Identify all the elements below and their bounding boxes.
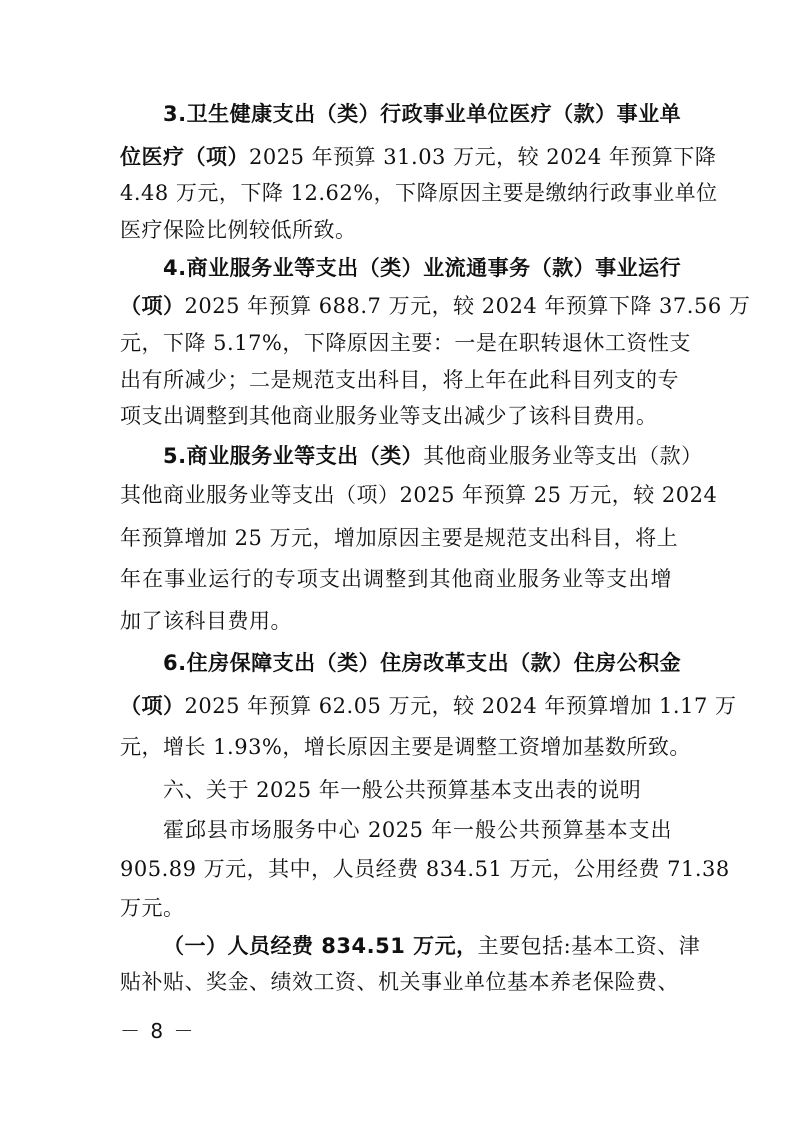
text-line-19: 霍邱县市场服务中心 2025 年一般公共预算基本支出 [163, 818, 672, 842]
text-line-14: 加了该科目费用。 [120, 609, 292, 633]
text-line-2: 位医疗（项）2025 年预算 31.03 万元，较 2024 年预算下降 [120, 145, 717, 169]
text-line-1: 3.卫生健康支出（类）行政事业单位医疗（款）事业单 [163, 102, 682, 126]
text-line-5: 4.商业服务业等支出（类）业流通事务（款）事业运行 [163, 256, 682, 280]
text-line-20: 905.89 万元，其中，人员经费 834.51 万元，公用经费 71.38 [120, 857, 730, 881]
text-line-21: 万元。 [120, 896, 185, 920]
text-line-11: 其他商业服务业等支出（项）2025 年预算 25 万元，较 2024 [120, 483, 718, 507]
page-number: － 8 － [120, 1019, 196, 1043]
text-line-17: 元，增长 1.93%，增长原因主要是调整工资增加基数所致。 [120, 735, 691, 759]
text-line-23: 贴补贴、奖金、绩效工资、机关事业单位基本养老保险费、 [120, 970, 679, 994]
text-line-16: （项）2025 年预算 62.05 万元，较 2024 年预算增加 1.17 万 [120, 694, 737, 718]
section-heading: 六、关于 2025 年一般公共预算基本支出表的说明 [163, 778, 642, 802]
text-line-15: 6.住房保障支出（类）住房改革支出（款）住房公积金 [163, 651, 682, 675]
text-line-13: 年在事业运行的专项支出调整到其他商业服务业等支出增 [120, 567, 672, 591]
text-line-10: 5.商业服务业等支出（类）其他商业服务业等支出（款） [163, 444, 703, 468]
text-line-12: 年预算增加 25 万元，增加原因主要是规范支出科目，将上 [120, 526, 679, 550]
text-line-9: 项支出调整到其他商业服务业等支出减少了该科目费用。 [120, 404, 658, 428]
text-line-4: 医疗保险比例较低所致。 [120, 218, 357, 242]
text-line-6: （项）2025 年预算 688.7 万元，较 2024 年预算下降 37.56 万 [120, 294, 751, 318]
text-line-22: （一）人员经费 834.51 万元，主要包括:基本工资、津 [163, 934, 701, 958]
text-line-7: 元，下降 5.17%，下降原因主要：一是在职转退休工资性支 [120, 331, 691, 355]
text-line-8: 出有所减少；二是规范支出科目，将上年在此科目列支的专 [120, 368, 679, 392]
text-line-3: 4.48 万元，下降 12.62%，下降原因主要是缴纳行政事业单位 [120, 181, 718, 205]
